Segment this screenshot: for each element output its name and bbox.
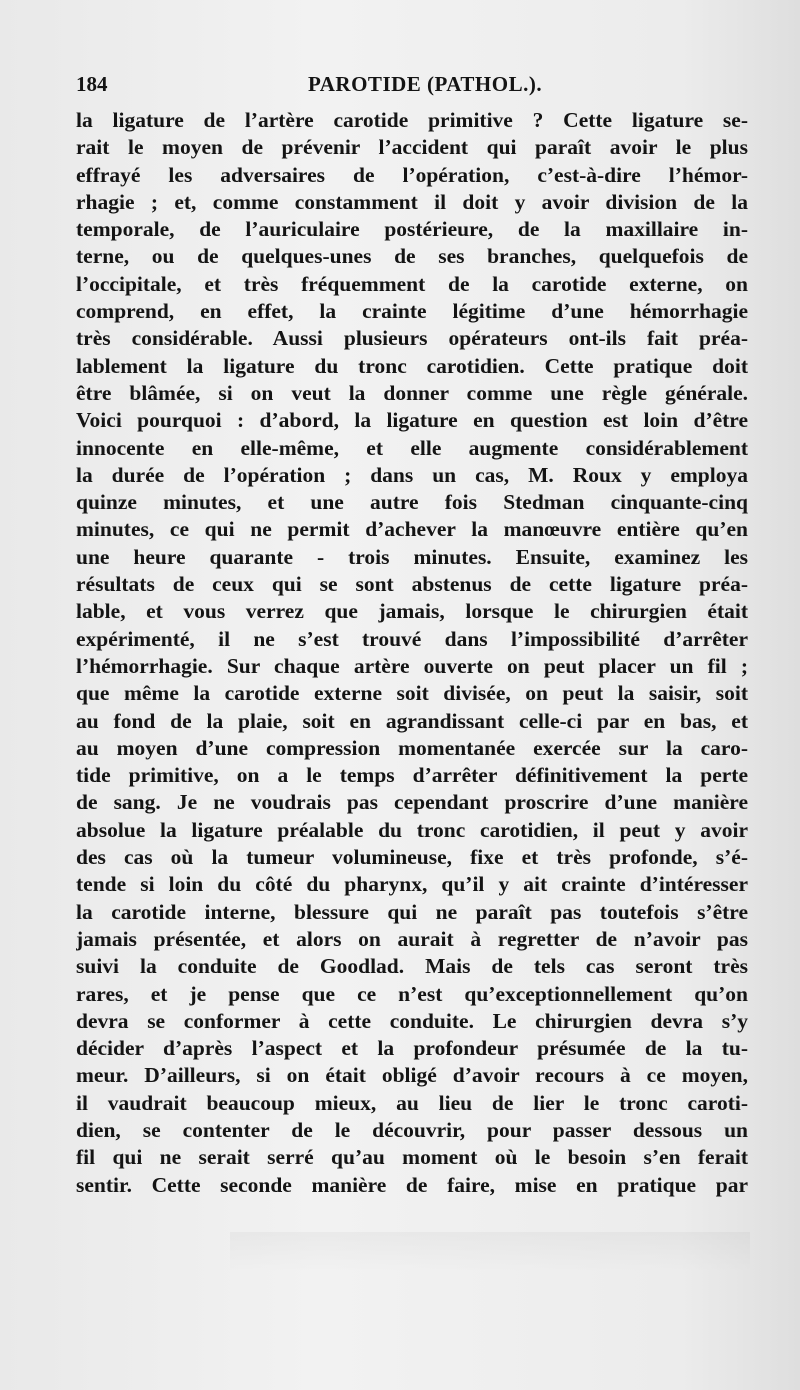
text-line: devra se conformer à cette conduite. Le chirurgien devra s’y xyxy=(76,1008,748,1033)
text-line: une heure quarante - trois minutes. Ensuite, examinez les xyxy=(76,544,748,569)
text-line: absolue la ligature préalable du tronc carotidien, il peut y avoir xyxy=(76,817,748,842)
text-line: meur. D’ailleurs, si on était obligé d’avoir recours à ce moyen, xyxy=(76,1063,748,1088)
text-line: la ligature de l’artère carotide primitive ? Cette ligature se- xyxy=(76,108,748,132)
text-line: effrayé les adversaires de l’opération, c’est-à-dire l’hémor- xyxy=(76,162,748,187)
page-number: 184 xyxy=(76,72,108,96)
text-line: rhagie ; et, comme constamment il doit y avoir division de la xyxy=(76,189,748,214)
text-line: l’occipitale, et très fréquemment de la carotide externe, on xyxy=(76,271,748,296)
text-line: lable, et vous verrez que jamais, lorsque le chirurgien était xyxy=(76,599,748,624)
text-line: la carotide interne, blessure qui ne paraît pas toutefois s’être xyxy=(76,899,748,924)
text-line: tide primitive, on a le temps d’arrêter définitivement la perte xyxy=(76,763,748,788)
text-line: dien, se contenter de le découvrir, pour passer dessous un xyxy=(76,1117,748,1142)
text-line: au fond de la plaie, soit en agrandissant celle-ci par en bas, et xyxy=(76,708,748,733)
text-line: que même la carotide externe soit divisée, on peut la saisir, soit xyxy=(76,681,748,706)
text-line: l’hémorrhagie. Sur chaque artère ouverte on peut placer un fil ; xyxy=(76,653,748,678)
text-line: suivi la conduite de Goodlad. Mais de tels cas seront très xyxy=(76,954,748,979)
text-line: jamais présentée, et alors on aurait à regretter de n’avoir pas xyxy=(76,926,748,951)
text-line: décider d’après l’aspect et la profondeur présumée de la tu- xyxy=(76,1036,748,1061)
body-text xyxy=(76,107,748,1199)
text-line: rait le moyen de prévenir l’accident qui paraît avoir le plus xyxy=(76,135,748,160)
text-line: quinze minutes, et une autre fois Stedman cinquante-cinq xyxy=(76,490,748,515)
text-line: il vaudrait beaucoup mieux, au lieu de lier le tronc caroti- xyxy=(76,1090,748,1115)
text-line: lablement la ligature du tronc carotidien. Cette pratique doit xyxy=(76,353,748,378)
text-line: fil qui ne serait serré qu’au moment où le besoin s’en ferait xyxy=(76,1145,748,1170)
page-header xyxy=(76,72,748,100)
show-through-shadow xyxy=(230,1232,750,1272)
text-line: Voici pourquoi : d’abord, la ligature en question est loin d’être xyxy=(76,408,748,433)
running-title-main: PAROTIDE xyxy=(308,72,422,96)
text-line: de sang. Je ne voudrais pas cependant proscrire d’une manière xyxy=(76,790,748,815)
text-line: rares, et je pense que ce n’est qu’exceptionnellement qu’on xyxy=(76,981,748,1006)
running-title-sub: (PATHOL.). xyxy=(427,72,543,96)
text-line: comprend, en effet, la crainte légitime d’une hémorrhagie xyxy=(76,299,748,324)
running-title xyxy=(308,72,542,97)
text-line: innocente en elle-même, et elle augmente considérablement xyxy=(76,435,748,460)
text-line: très considérable. Aussi plusieurs opérateurs ont-ils fait préa- xyxy=(76,326,748,351)
text-line: expérimenté, il ne s’est trouvé dans l’impossibilité d’arrêter xyxy=(76,626,748,651)
text-line: minutes, ce qui ne permit d’achever la manœuvre entière qu’en xyxy=(76,517,748,542)
text-line: tende si loin du côté du pharynx, qu’il y ait crainte d’intéresser xyxy=(76,872,748,897)
text-line: être blâmée, si on veut la donner comme une règle générale. xyxy=(76,380,748,405)
text-line: au moyen d’une compression momentanée exercée sur la caro- xyxy=(76,735,748,760)
text-line: la durée de l’opération ; dans un cas, M. Roux y employa xyxy=(76,462,748,487)
text-line: des cas où la tumeur volumineuse, fixe et très profonde, s’é- xyxy=(76,845,748,870)
text-line: terne, ou de quelques-unes de ses branches, quelquefois de xyxy=(76,244,748,269)
text-line: sentir. Cette seconde manière de faire, mise en pratique par xyxy=(76,1172,748,1197)
text-line: temporale, de l’auriculaire postérieure, de la maxillaire in- xyxy=(76,217,748,242)
text-line: résultats de ceux qui se sont abstenus de cette ligature préa- xyxy=(76,572,748,597)
